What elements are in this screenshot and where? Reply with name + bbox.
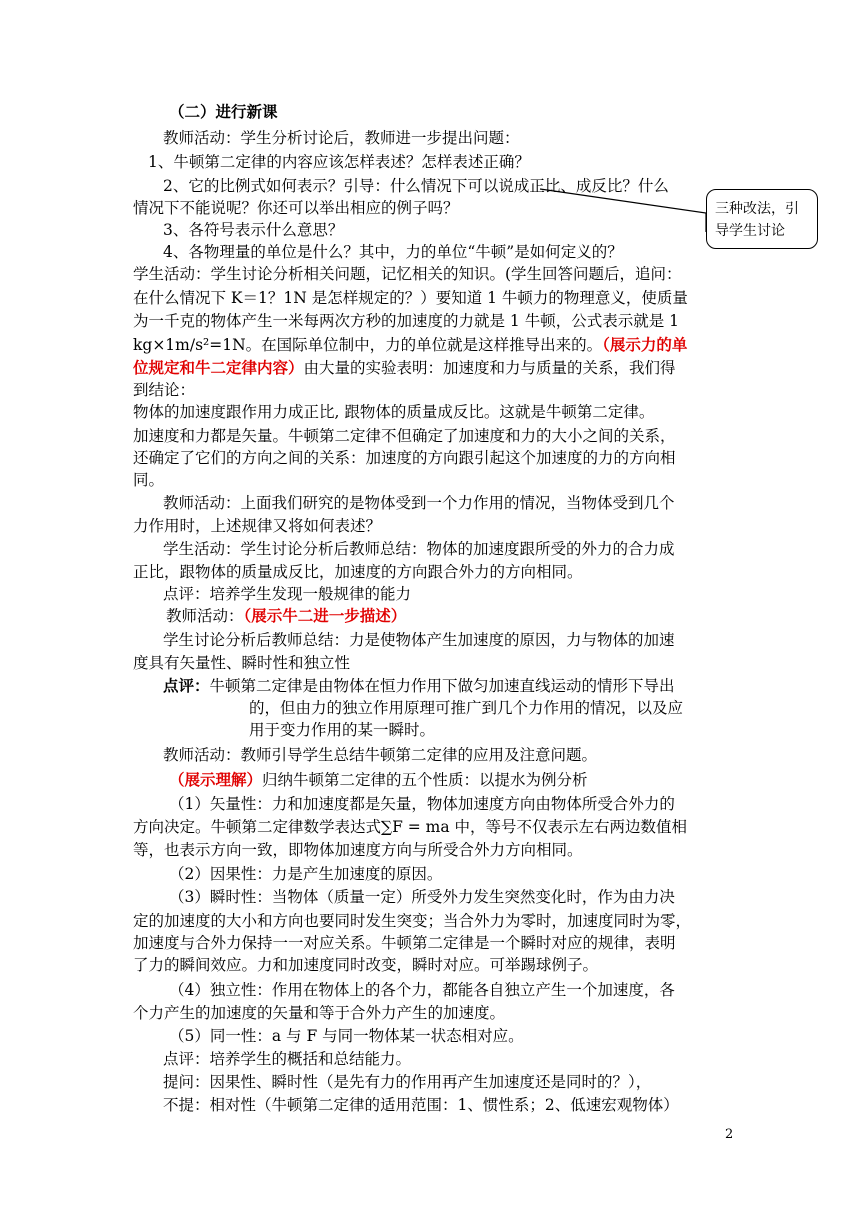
bold-label: 点评： xyxy=(163,676,210,695)
callout-line-1: 三种改法，引 xyxy=(715,201,799,217)
text-span: 力作用时，上述规律又将如何表述？ xyxy=(133,517,382,535)
text-line xyxy=(133,426,743,446)
text-line xyxy=(133,1003,743,1023)
text-line xyxy=(133,955,743,975)
text-span: 加速度和力都是矢量。牛顿第二定律不但确定了加速度和力的大小之间的关系， xyxy=(133,427,676,445)
text-span: 正比，跟物体的质量成反比，加速度的方向跟合外力的方向相同。 xyxy=(133,563,583,581)
text-line xyxy=(163,745,773,765)
highlight-text: （展示力的单 xyxy=(602,335,688,354)
text-span: 点评：培养学生发现一般规律的能力 xyxy=(163,585,412,603)
text-span: 定的加速度的大小和方向也要同时发生突变；当合外力为零时，加速度同时为零， xyxy=(133,912,692,930)
highlight-text: （展示牛二进一步描述） xyxy=(243,606,407,625)
text-span: 到结论： xyxy=(133,381,196,399)
text-line xyxy=(163,242,773,262)
text-span: 方向决定。牛顿第二定律数学表达式∑F = ma 中，等号不仅表示左右两边数值相 xyxy=(133,818,688,836)
text-span: 在什么情况下 K＝1？1N 是怎样规定的？）要知道 1 牛顿力的物理意义，使质量 xyxy=(133,289,688,307)
text-span: 还确定了它们的方向之间的关系：加速度的方向跟引起这个加速度的力的方向相 xyxy=(133,449,676,467)
text-line xyxy=(169,770,779,790)
text-line xyxy=(133,933,743,953)
text-span: 加速度与合外力保持一一对应关系。牛顿第二定律是一个瞬时对应的规律，表明 xyxy=(133,934,676,952)
text-line xyxy=(133,335,743,355)
text-span: 1、牛顿第二定律的内容应该怎样表述？怎样表述正确？ xyxy=(148,153,530,171)
text-line xyxy=(133,840,743,860)
text-span: 等，也表示方向一致，即物体加速度方向与所受合外力方向相同。 xyxy=(133,841,583,859)
text-span: （2）因果性：力是产生加速度的原因。 xyxy=(169,865,443,883)
text-line xyxy=(163,1072,773,1092)
text-span: 4、各物理量的单位是什么？其中，力的单位“牛顿”是如何定义的？ xyxy=(163,243,623,261)
text-line xyxy=(166,606,776,626)
text-line xyxy=(133,653,743,673)
text-line xyxy=(163,1049,773,1069)
text-span: 牛顿第二定律是由物体在恒力作用下做匀加速直线运动的情形下导出 xyxy=(209,677,675,695)
text-line xyxy=(133,311,743,331)
text-span: 教师活动：学生分析讨论后，教师进一步提出问题： xyxy=(163,129,520,147)
text-line xyxy=(133,402,743,422)
text-span: 为一千克的物体产生一米每两次方秒的加速度的力就是 1 牛顿，公式表示就是 1 xyxy=(133,312,680,330)
text-line xyxy=(163,539,773,559)
text-span: （5）同一性：a 与 F 与同一物体某一状态相对应。 xyxy=(169,1027,524,1045)
text-span: kg×1m/s²=1N。在国际单位制中，力的单位就是这样推导出来的。 xyxy=(133,336,603,354)
text-span: （4）独立性：作用在物体上的各个力，都能各自独立产生一个加速度，各 xyxy=(169,981,675,999)
text-line xyxy=(133,358,743,378)
text-span: 2、它的比例式如何表示？引导：什么情况下可以说成正比、成反比？什么 xyxy=(163,177,669,195)
text-span: 3、各符号表示什么意思？ xyxy=(163,221,344,239)
text-span: （二）进行新课 xyxy=(169,102,278,121)
text-span: 教师活动： xyxy=(166,607,244,625)
text-span: 情况下不能说呢？你还可以举出相应的例子吗？ xyxy=(133,199,459,217)
text-line xyxy=(133,448,743,468)
text-span: 的，但由力的独立作用原理可推广到几个力作用的情况，以及应 xyxy=(249,699,684,717)
text-line xyxy=(133,380,743,400)
callout-line-2: 导学生讨论 xyxy=(715,223,785,239)
highlight-text: 位规定和牛二定律内容） xyxy=(133,358,304,377)
text-line xyxy=(163,676,773,696)
text-span: 不提：相对性（牛顿第二定律的适用范围：1、惯性系；2、低速宏观物体） xyxy=(163,1096,679,1114)
highlight-text: （展示理解） xyxy=(169,770,263,789)
text-span: 同。 xyxy=(133,471,165,489)
text-line xyxy=(133,198,743,218)
text-span: 提问：因果性、瞬时性（是先有力的作用再产生加速度还是同时的？）， xyxy=(163,1073,652,1091)
text-line xyxy=(169,794,779,814)
text-line xyxy=(163,1095,773,1115)
text-line xyxy=(133,562,743,582)
text-line xyxy=(133,470,743,490)
text-span: 学生活动：学生讨论分析相关问题，记忆相关的知识。(学生回答问题后，追问： xyxy=(133,265,682,283)
text-line xyxy=(163,128,773,148)
text-line xyxy=(169,887,779,907)
text-line xyxy=(163,220,773,240)
text-span: 点评：培养学生的概括和总结能力。 xyxy=(163,1050,412,1068)
text-span: 学生活动：学生讨论分析后教师总结：物体的加速度跟所受的外力的合力成 xyxy=(163,540,675,558)
text-line xyxy=(163,176,773,196)
text-line xyxy=(133,516,743,536)
text-line xyxy=(133,288,743,308)
text-line xyxy=(169,864,779,884)
text-line xyxy=(148,152,758,172)
text-line xyxy=(249,720,859,740)
text-line xyxy=(133,817,743,837)
text-line xyxy=(249,698,859,718)
text-line xyxy=(133,911,743,931)
text-line xyxy=(169,980,779,1000)
text-span: 由大量的实验表明：加速度和力与质量的关系，我们得 xyxy=(303,359,676,377)
section-heading xyxy=(169,102,779,122)
page-number: 2 xyxy=(725,1127,734,1142)
text-span: 个力产生的加速度的矢量和等于合外力产生的加速度。 xyxy=(133,1004,506,1022)
text-span: 学生讨论分析后教师总结：力是使物体产生加速度的原因，力与物体的加速 xyxy=(163,631,675,649)
text-line xyxy=(169,1026,779,1046)
text-span: （3）瞬时性：当物体（质量一定）所受外力发生突然变化时，作为由力决 xyxy=(169,888,675,906)
text-span: 物体的加速度跟作用力成正比, 跟物体的质量成反比。这就是牛顿第二定律。 xyxy=(133,403,655,421)
text-line xyxy=(133,264,743,284)
text-span: 度具有矢量性、瞬时性和独立性 xyxy=(133,654,351,672)
text-line xyxy=(163,630,773,650)
text-span: （1）矢量性：力和加速度都是矢量，物体加速度方向由物体所受合外力的 xyxy=(169,795,675,813)
text-line xyxy=(163,493,773,513)
text-span: 了力的瞬间效应。力和加速度同时改变，瞬时对应。可举踢球例子。 xyxy=(133,956,599,974)
text-line xyxy=(163,584,773,604)
text-span: 教师活动：上面我们研究的是物体受到一个力作用的情况，当物体受到几个 xyxy=(163,494,675,512)
text-span: 归纳牛顿第二定律的五个性质：以提水为例分析 xyxy=(262,771,588,789)
text-span: 教师活动：教师引导学生总结牛顿第二定律的应用及注意问题。 xyxy=(163,746,598,764)
text-span: 用于变力作用的某一瞬时。 xyxy=(249,721,436,739)
